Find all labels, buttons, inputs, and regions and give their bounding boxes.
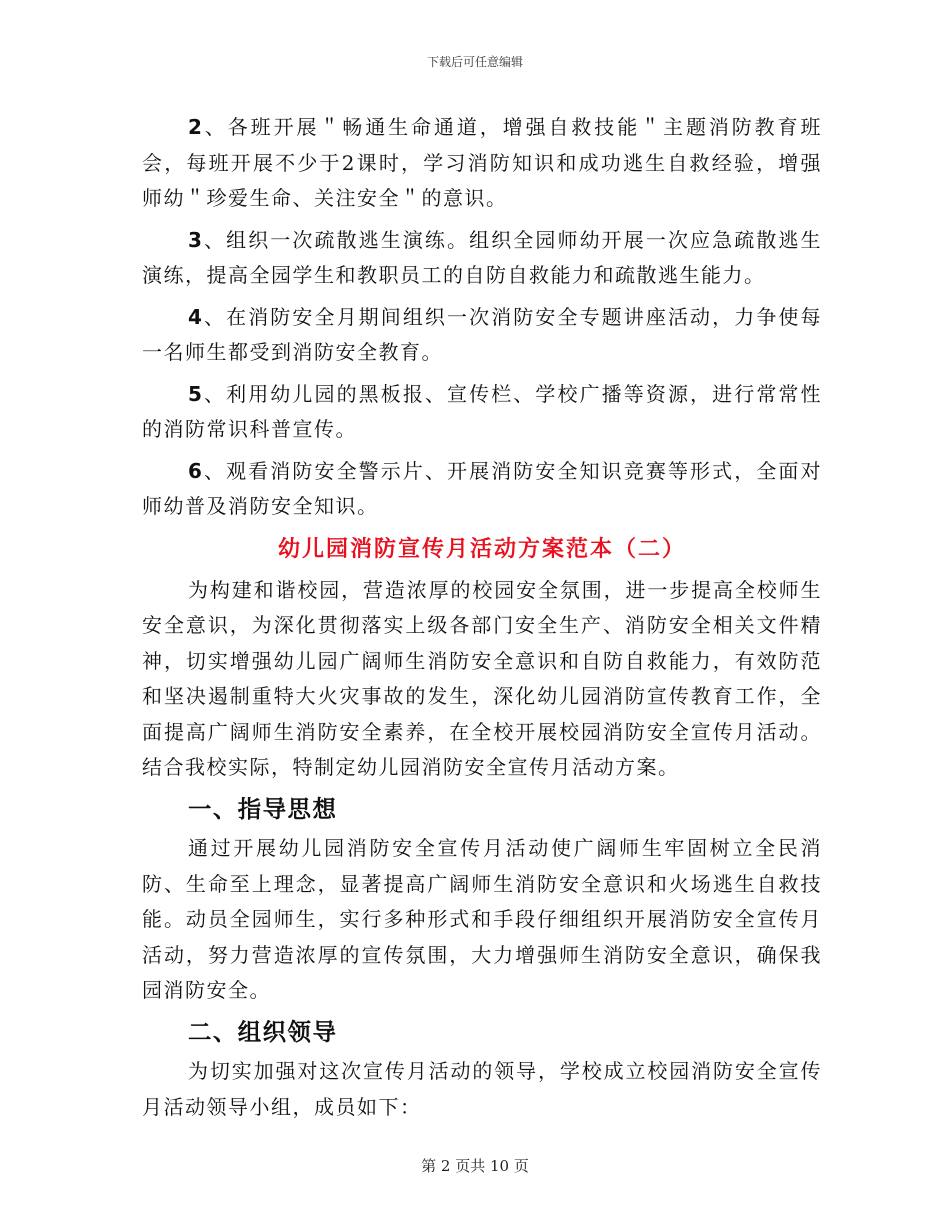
- list-item: [142, 377, 822, 448]
- list-item: [142, 300, 822, 371]
- intro-paragraph: 为构建和谐校园，营造浓厚的校园安全氛围，进一步提高全校师生安全意识，为深化贯彻落实上级各部门安全生产、消防安全相关文件精神，切实增强幼儿园广阔师生消防安全意识和自防自救能力，有效防范和坚决遏制重特大火灾事故的发生，深化幼儿园消防宣传教育工作，全面提高广阔师生消防安全素养，在全校开展校园消防安全宣传月活动。结合我校实际，特制定幼儿园消防安全宣传月活动方案。: [142, 577, 822, 779]
- list-item: [142, 110, 822, 217]
- list-item: [142, 223, 822, 294]
- item-text: 、利用幼儿园的黑板报、宣传栏、学校广播等资源，进行常常性的消防常识科普宣传。: [142, 381, 822, 441]
- item-text: 、各班开展＂畅通生命通道，增强自救技能＂主题消防教育班会，每班开展不少于2课时，学习消防知识和成功逃生自救经验，增强师幼＂珍爱生命、关注安全＂的意识。: [142, 115, 822, 210]
- document-title: 幼儿园消防宣传月活动方案范本（二）: [277, 536, 686, 562]
- item-number: 6: [188, 458, 204, 483]
- item-text: 、观看消防安全警示片、开展消防安全知识竞赛等形式，全面对师幼普及消防安全知识。: [142, 458, 822, 518]
- section-heading-leadership: 二、组织领导: [188, 1017, 338, 1046]
- list-item: [142, 454, 822, 525]
- document-body: [142, 110, 822, 1131]
- section-paragraph-guiding-thought: 通过开展幼儿园消防安全宣传月活动使广阔师生牢固树立全民消防、生命至上理念，显著提高广阔师生消防安全意识和火场逃生自救技能。动员全园师生，实行多种形式和手段仔细组织开展消防安全宣传月活动，努力营造浓厚的宣传氛围，大力增强师生消防安全意识，确保我园消防安全。: [142, 836, 822, 1002]
- item-number: 5: [188, 381, 204, 406]
- item-number: 3: [188, 227, 204, 252]
- section-heading-guiding-thought: 一、指导思想: [188, 794, 338, 823]
- section-paragraph-leadership: 为切实加强对这次宣传月活动的领导，学校成立校园消防安全宣传月活动领导小组，成员如下：: [142, 1059, 822, 1119]
- item-number: 2: [188, 115, 204, 139]
- page-footer: 第 2 页共 10 页: [421, 1157, 529, 1175]
- item-text: 、组织一次疏散逃生演练。组织全园师幼开展一次应急疏散逃生演练，提高全园学生和教职员工的自防自救能力和疏散逃生能力。: [142, 227, 822, 287]
- item-number: 4: [188, 304, 204, 329]
- page-header: 下载后可任意编辑: [426, 55, 523, 69]
- item-text: 、在消防安全月期间组织一次消防安全专题讲座活动，力争使每一名师生都受到消防安全教育。: [142, 304, 822, 364]
